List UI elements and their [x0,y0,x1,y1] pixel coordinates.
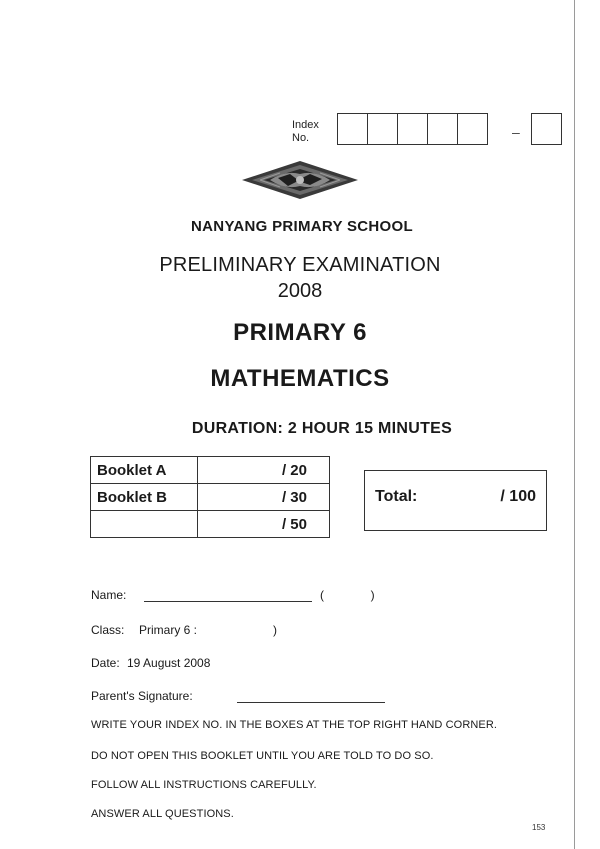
total-score-box [364,470,547,531]
index-box-1[interactable] [337,113,368,145]
index-separator: – [512,124,520,140]
register-number-parens: ( ) [320,588,375,602]
index-box-class[interactable] [531,113,562,145]
index-box-4[interactable] [427,113,458,145]
index-box-5[interactable] [457,113,488,145]
name-input-line[interactable] [144,601,312,602]
score-row [91,511,330,538]
total-label: Total: [375,488,418,505]
index-box-3[interactable] [397,113,428,145]
index-box-2[interactable] [367,113,398,145]
school-crest-logo [240,160,360,200]
name-label: Name: [91,588,127,602]
index-label-line1: Index [292,119,319,131]
subject-title: MATHEMATICS [210,365,390,392]
school-name: NANYANG PRIMARY SCHOOL [191,218,413,235]
index-label-line2: No. [292,132,310,144]
class-value: Primary 6 : [139,623,198,637]
exam-year: 2008 [277,280,323,302]
score-row [91,484,330,511]
score-row-label: Booklet A [91,457,198,484]
score-row [91,457,330,484]
level-title: PRIMARY 6 [233,319,367,346]
score-table [90,456,330,538]
signature-input-line[interactable] [237,702,385,703]
class-label: Class: [91,623,125,637]
date-label: Date: [91,656,120,670]
instruction-line: FOLLOW ALL INSTRUCTIONS CAREFULLY. [91,779,317,791]
score-row-label: Booklet B [91,484,198,511]
exam-title: PRELIMINARY EXAMINATION [159,254,441,276]
score-row-value: / 30 [198,484,330,511]
index-number-label [292,119,319,145]
parent-signature-label: Parent's Signature: [91,689,193,703]
instruction-line: DO NOT OPEN THIS BOOKLET UNTIL YOU ARE TOLD TO DO SO. [91,750,434,762]
class-close-paren: ) [273,623,277,637]
score-row-value: / 20 [198,457,330,484]
score-row-label [91,511,198,538]
instruction-line: WRITE YOUR INDEX NO. IN THE BOXES AT THE TOP RIGHT HAND CORNER. [91,719,498,731]
score-row-value: / 50 [198,511,330,538]
page-code: 153 [532,823,546,832]
date-value: 19 August 2008 [127,656,211,670]
total-value: / 100 [500,488,536,505]
exam-duration: DURATION: 2 HOUR 15 MINUTES [191,420,453,437]
instruction-line: ANSWER ALL QUESTIONS. [91,808,234,820]
